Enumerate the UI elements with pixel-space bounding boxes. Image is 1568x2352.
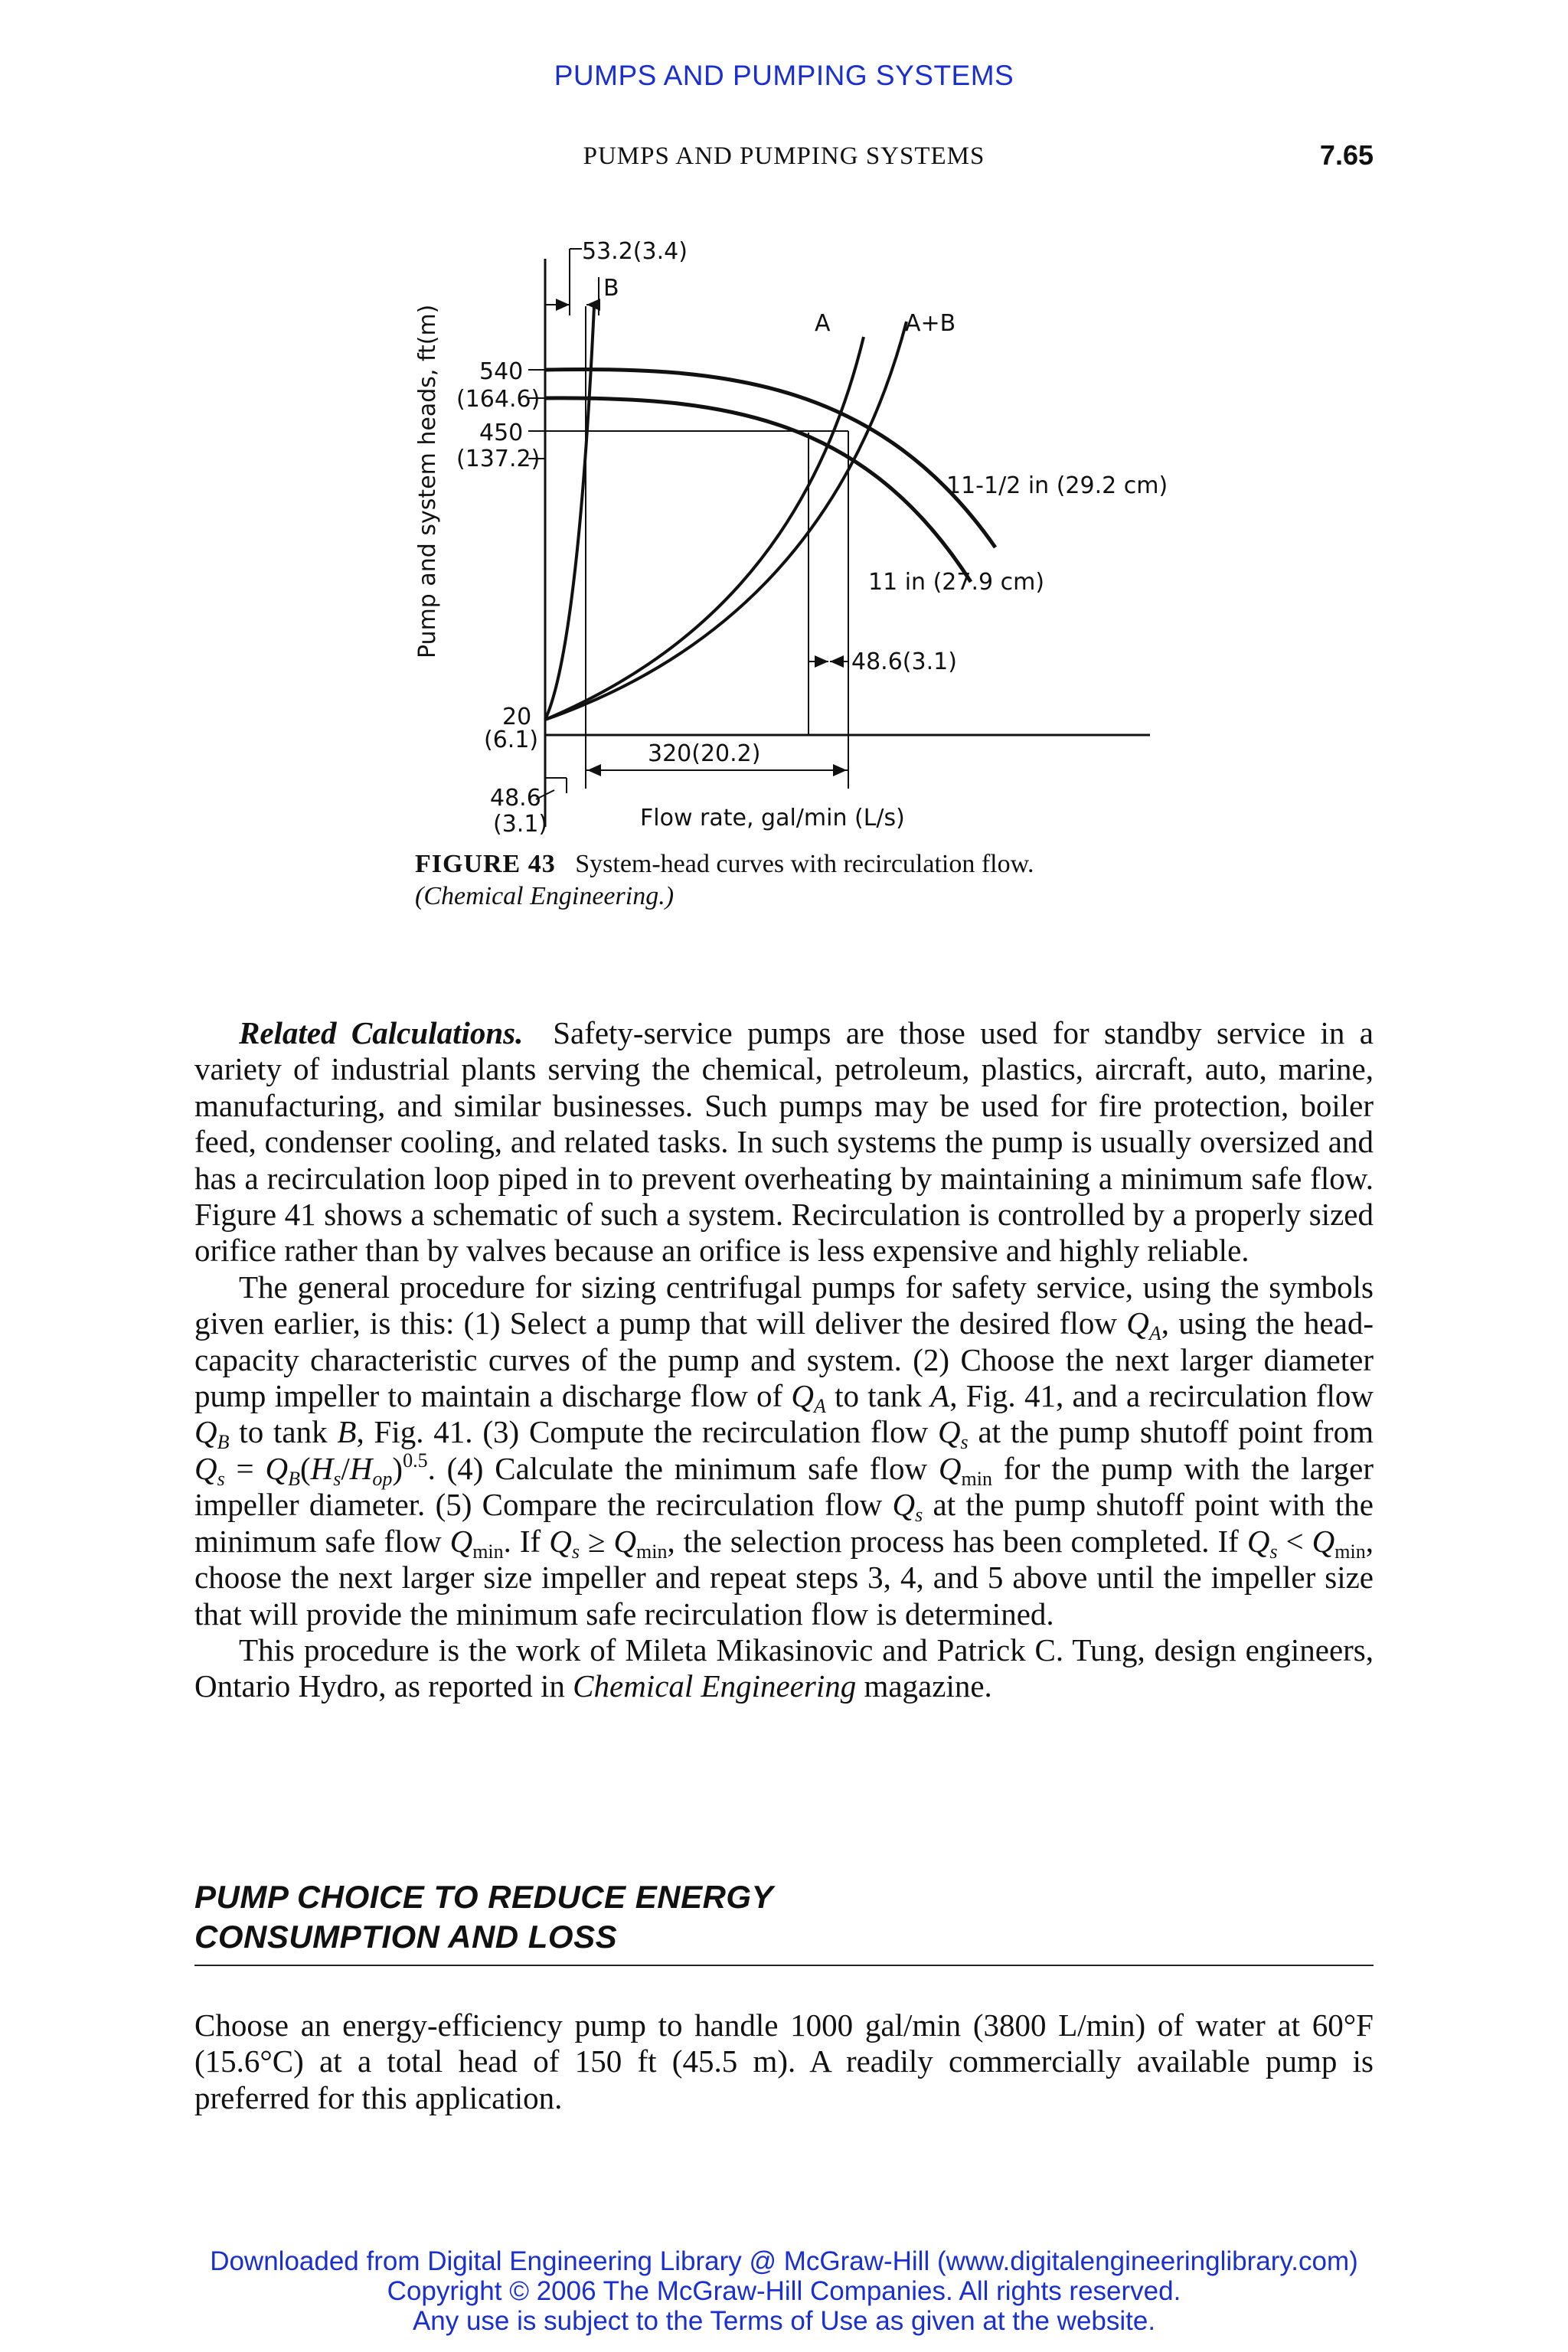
running-head: PUMPS AND PUMPING SYSTEMS: [583, 142, 985, 170]
section-body: [194, 2007, 1374, 2116]
curve-label-b: B: [603, 275, 619, 302]
figure-caption-text: System-head curves with recirculation flow.: [575, 850, 1034, 878]
y-axis-label: Pump and system heads, ft(m): [414, 304, 441, 658]
section-rule: [194, 1965, 1374, 1966]
related-paragraph-1: Related Calculations. Safety-service pumps are those used for standby service in a variety of industrial plants serving the chemical, petroleum, plastics, aircraft, auto, marine, manufacturing, and similar businesses. Such pumps may be used for fire protection, boiler feed, condenser cooling, and related tasks. In such systems the pump is usually oversized and has a recirculation loop piped in to prevent overheating by maintaining a minimum safe flow. Figure 41 shows a schematic of such a system. Recirculation is controlled by a properly sized orifice rather than by valves because an orifice is less expensive and highly reliable.: [194, 1015, 1374, 1269]
curve-label-a-plus-b: A+B: [905, 310, 956, 337]
figure-43-chart: [0, 0, 1568, 850]
y-tick-20-metric: (6.1): [484, 727, 539, 753]
related-paragraph-3: This procedure is the work of Mileta Mikasinovic and Patrick C. Tung, design engineers, Ontario Hydro, as reported in Chemical Engineering magazine.: [194, 1632, 1374, 1704]
footer-line-1[interactable]: Downloaded from Digital Engineering Library @ McGraw-Hill (www.digitalengineeringlibrary.com): [210, 2246, 1358, 2276]
curve-label-a: A: [815, 310, 831, 337]
dim-label-bottom-span: 320(20.2): [648, 740, 761, 767]
section-paragraph-1: Choose an energy-efficiency pump to handle 1000 gal/min (3800 L/min) of water at 60°F (15.6°C) at a total head of 150 ft (45.5 m). A readily commercially available pump is preferred for this application.: [194, 2007, 1374, 2115]
related-runin-heading: Related Calculations.: [239, 1015, 524, 1050]
dim-label-top: 53.2(3.4): [582, 238, 688, 265]
y-tick-450-metric: (137.2): [456, 446, 541, 472]
y-tick-540: 540: [479, 358, 524, 385]
impeller-label-small: 11 in (27.9 cm): [868, 569, 1045, 596]
section-heading-line-1: PUMP CHOICE TO REDUCE ENERGY: [194, 1879, 774, 1915]
footer-line-2: Copyright © 2006 The McGraw-Hill Companies. All rights reserved.: [387, 2276, 1181, 2306]
figure-caption-label: FIGURE 43: [415, 850, 556, 878]
x-axis-label: Flow rate, gal/min (L/s): [640, 805, 905, 831]
dim-label-bottom-left-metric: (3.1): [493, 811, 548, 838]
impeller-label-large: 11-1/2 in (29.2 cm): [946, 472, 1168, 499]
section-heading-line-2: CONSUMPTION AND LOSS: [194, 1919, 618, 1955]
related-paragraph-2: The general procedure for sizing centrifugal pumps for safety service, using the symbols given earlier, is this: (1) Select a pump that will deliver the desired flow $Q_A$, using the head-capacity characteristic curves of the pump and system. (2) Choose the next larger diameter pump impeller to maintain a discharge flow of $Q_A$ to tank A, Fig. 41, and a recirculation flow $Q_B$ to tank B, Fig. 41. (3) Compute the recirculation flow $Q_s$ at the pump shutoff point from $Q_s = Q_B(H_s/H_{op})^{0.5}$. (4) Calculate the minimum safe flow $Q_{min}$ for the pump with the larger impeller diameter. (5) Compare the recirculation flow $Q_s$ at the pump shutoff point with the minimum safe flow $Q_{min}$. If $Q_s \ge Q_{min}$, the selection process has been completed. If $Q_s < Q_{min}$, choose the next larger size impeller and repeat steps 3, 4, and 5 above until the impeller size that will provide the minimum safe recirculation flow is determined.: [194, 1269, 1374, 1632]
dim-label-mid: 48.6(3.1): [851, 648, 957, 675]
pump-curve-11-half-in: [545, 369, 995, 547]
y-tick-540-metric: (164.6): [456, 386, 541, 413]
download-banner-title[interactable]: PUMPS AND PUMPING SYSTEMS: [554, 60, 1014, 91]
figure-caption: [415, 848, 1150, 913]
dim-label-bottom-left: 48.6: [490, 785, 541, 812]
y-tick-450: 450: [479, 420, 524, 446]
y-tick-20: 20: [502, 704, 532, 730]
footer-line-3: Any use is subject to the Terms of Use as given at the website.: [412, 2306, 1156, 2336]
download-footer[interactable]: [0, 2246, 1568, 2336]
section-heading: [194, 1877, 1374, 1957]
related-calculations: [194, 1015, 1374, 1705]
figure-caption-source: (Chemical Engineering.): [415, 882, 675, 910]
pump-curve-11-in: [545, 398, 971, 582]
page-number: 7.65: [1319, 139, 1374, 171]
